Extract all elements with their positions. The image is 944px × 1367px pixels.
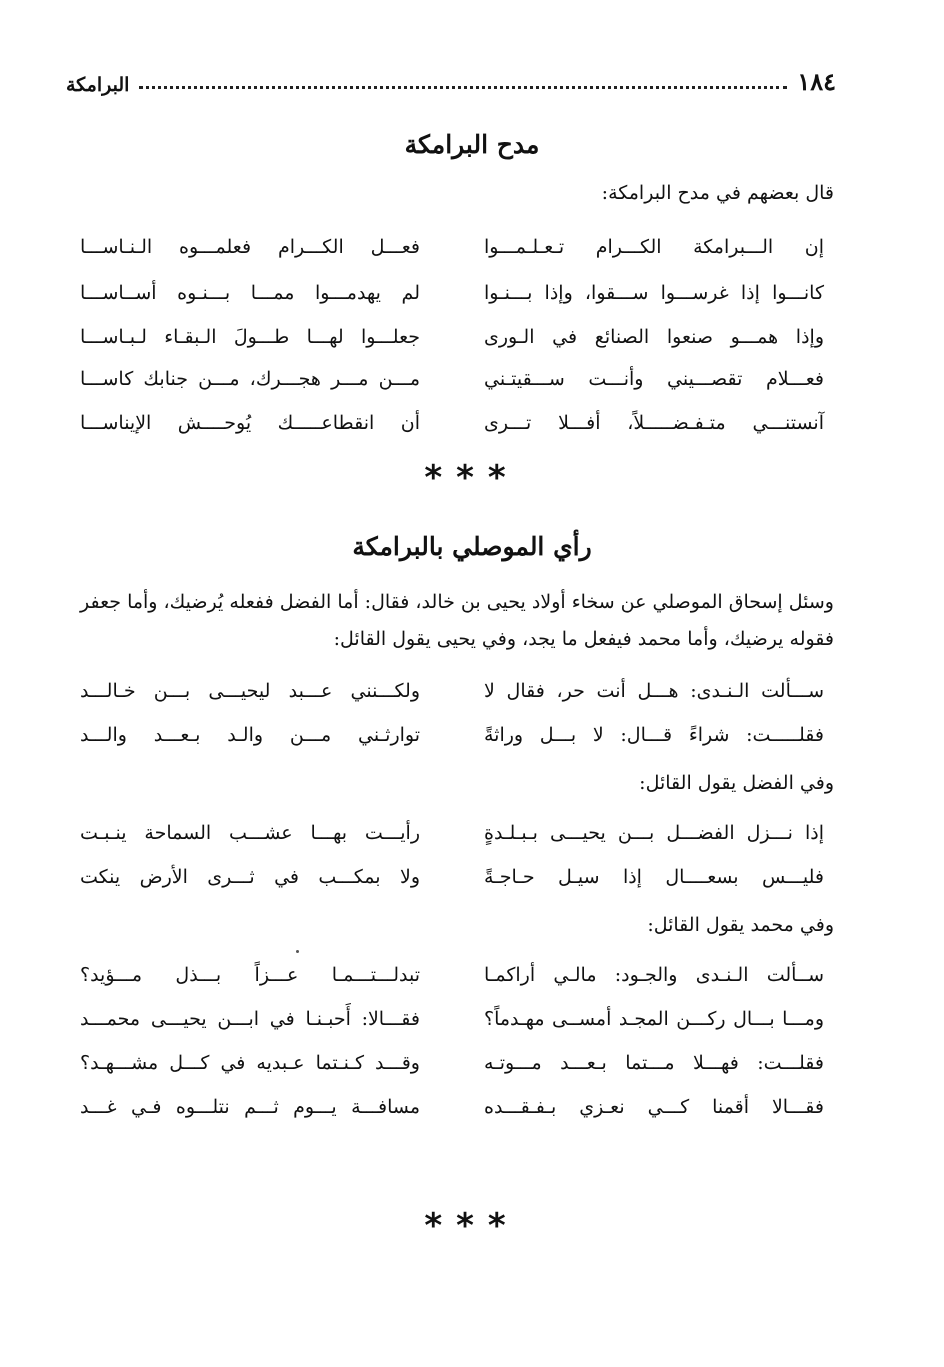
verse-first-hemistich: ســألت الـنـدى والجـود: مالـي أراكمـا — [484, 964, 824, 986]
print-speck — [296, 950, 299, 953]
verse-line — [80, 724, 824, 770]
verse-line — [80, 680, 824, 726]
verse-first-hemistich: فعـــلام تقصـــيني وأنـــت ســـقيتـني — [484, 368, 824, 390]
verse-second-hemistich: تبدلـــتـــمـا عـــزاً بـــذل مـــؤيد؟ — [80, 964, 420, 986]
praise-intro: قال بعضهم في مدح البرامكة: — [601, 182, 834, 204]
verse-second-hemistich: ولا بمكـــب في ثـــرى الأرض ينكت — [80, 866, 420, 888]
verse-first-hemistich: إذا نـــزل الفضـــل بـــن يحيـــى بـبـلـدةٍ — [484, 822, 824, 844]
verse-line — [80, 1096, 824, 1142]
verse-line — [80, 368, 824, 414]
verse-first-hemistich: كانـــوا إذا غرســـوا ســـقوا، وإذا بـــنـوا — [484, 282, 824, 304]
verse-line — [80, 1008, 824, 1054]
verse-second-hemistich: جعلـــوا لهـــا طـــولَ الـبقـاء لـبـاســـا — [80, 326, 420, 348]
verse-line — [80, 866, 824, 912]
verse-first-hemistich: فقـــالا أقمنا كـــي نعـزي بـفـقـــده — [484, 1096, 824, 1118]
fadl-intro: وفي الفضل يقول القائل: — [639, 772, 834, 794]
muhammad-intro: وفي محمد يقول القائل: — [647, 914, 834, 936]
verse-first-hemistich: فليـــس بسعــــال إذا سيـل حـاجـةً — [484, 866, 824, 888]
verse-second-hemistich: ولكـــنني عـــبد ليحيـــى بـــن خـالـــد — [80, 680, 420, 702]
verse-second-hemistich: مـــن مـــر هجـــرك، مـــن جنابك كاســـا — [80, 368, 420, 390]
section-title-mawsili: رأي الموصلي بالبرامكة — [352, 532, 592, 561]
verse-second-hemistich: أن انقطاعـــــك يُوحــــش الإيناســـا — [80, 412, 420, 434]
verse-second-hemistich: توارثـني مـــن والـد بـعـــد والـــد — [80, 724, 420, 746]
verse-first-hemistich: فقلـــــت: شراءً قـــال: لا بـــل وراثةً — [484, 724, 824, 746]
verse-first-hemistich: ومـــا بـــال ركـــن المجـد أمســى مهـدماً؟ — [484, 1008, 824, 1030]
verse-first-hemistich: إن الـــبرامكة الكـــرام تـعـلـمـــوا — [484, 236, 824, 258]
verse-first-hemistich: وإذا همـــو صنعوا الصنائع في الـورى — [484, 326, 824, 348]
verse-line — [80, 964, 824, 1010]
running-title: البرامكة — [66, 74, 130, 96]
section-separator: *** — [424, 458, 520, 498]
verse-line — [80, 282, 824, 328]
verse-second-hemistich: فعـــل الكـــرام فعلمـــوه الـنـاســـا — [80, 236, 420, 258]
verse-line — [80, 1052, 824, 1098]
verse-line — [80, 236, 824, 282]
section-title-praise: مدح البرامكة — [404, 130, 540, 159]
verse-line — [80, 326, 824, 372]
page-number: ١٨٤ — [797, 67, 836, 96]
verse-first-hemistich: آنستنـــي متـفـضـــــلاً، أفـــلا تـــرى — [484, 412, 824, 434]
verse-second-hemistich: لم يهدمـــوا ممـــا بـــنـوه أســاســـا — [80, 282, 420, 304]
running-header — [66, 60, 836, 96]
verse-line — [80, 822, 824, 868]
verse-first-hemistich: فقلـــت: فهـــلا مـــتما بـعـــد مـــوتـه — [484, 1052, 824, 1074]
verse-second-hemistich: مسافـــة يـــوم ثـــم نتلـــوه فـي غـــد — [80, 1096, 420, 1118]
section-separator: *** — [424, 1206, 520, 1246]
verse-second-hemistich: وقـــد كـنـتما عـبديه في كـــل مشـــهـد؟ — [80, 1052, 420, 1074]
header-dot-leader — [139, 86, 787, 89]
verse-line — [80, 412, 824, 458]
mawsili-paragraph: وسئل إسحاق الموصلي عن سخاء أولاد يحيى بن خالد، فقال: أما الفضل ففعله يُرضيك، وأما جعفر فقوله يرضيك، وأما محمد فيفعل ما يجد، وفي يحيى يقول القائل: — [80, 591, 834, 650]
verse-second-hemistich: رأيـــت بهـــا عشـــب السماحة ينـبـت — [80, 822, 420, 844]
verse-first-hemistich: ســـألت الـنـدى: هـــل أنت حر، فقال لا — [484, 680, 824, 702]
verse-second-hemistich: فقـــالا: أَحبـنـا في ابـــن يحيـــى محمـــد — [80, 1008, 420, 1030]
